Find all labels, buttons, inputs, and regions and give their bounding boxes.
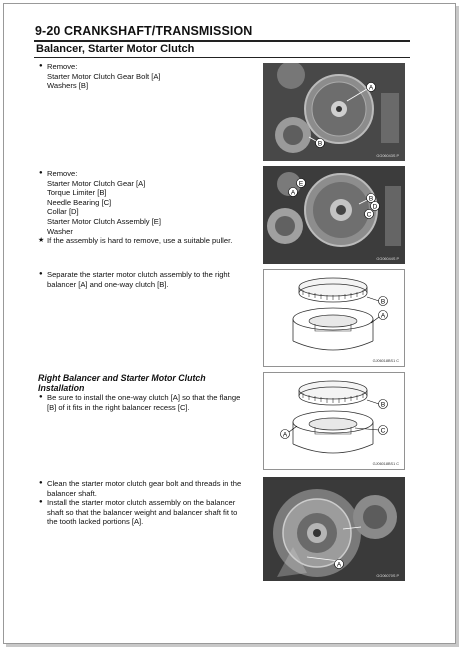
installation-b2-line: balancer shaft. xyxy=(47,488,97,498)
installation-heading: Right Balancer and Starter Motor Clutch xyxy=(38,373,206,383)
callout-label: E xyxy=(298,180,304,188)
step2-item: Needle Bearing [C] xyxy=(47,197,112,207)
callout-label: A xyxy=(336,561,342,569)
step2-item: Starter Motor Clutch Assembly [E] xyxy=(47,216,161,226)
installation-b1-line: [B] of it fits in the right balancer recess [C]. xyxy=(47,402,190,412)
header-rule xyxy=(34,40,410,42)
installation-b3-line: ● Install the starter motor clutch assembly on the balancer xyxy=(38,498,241,508)
callout-label: A xyxy=(368,84,374,92)
figure-1-photo xyxy=(263,63,405,161)
figure-code: GG06043S P xyxy=(376,154,399,158)
section-rule xyxy=(34,57,410,58)
step3-text xyxy=(38,270,230,289)
step2-item: Washer xyxy=(47,226,73,236)
installation-b3-line: shaft so that the balancer weight and balancer shaft fit to xyxy=(47,507,238,517)
step2-item: Torque Limiter [B] xyxy=(47,188,107,198)
figure-4-drawing xyxy=(263,372,405,470)
step2-item: Collar [D] xyxy=(47,207,79,217)
callout-label: C xyxy=(366,211,372,219)
section-title: Balancer, Starter Motor Clutch xyxy=(36,43,195,55)
step2-bullet: ● Remove: xyxy=(38,169,232,179)
installation-b1-line: ● Be sure to install the one-way clutch [A] so that the flange xyxy=(38,393,240,403)
step3-line: balancer [A] and one-way clutch [B]. xyxy=(47,279,169,289)
callout-label: B xyxy=(368,195,374,203)
callout-label: D xyxy=(372,203,378,211)
step1-bullet: ● Remove: xyxy=(38,62,161,72)
callout-label: C xyxy=(380,427,386,435)
installation-heading: Installation xyxy=(38,382,85,393)
callout-label: A xyxy=(290,189,296,197)
callout-label: B xyxy=(380,401,386,409)
callout-label: A xyxy=(380,312,386,320)
figure-5-photo xyxy=(263,477,405,581)
installation-text-2 xyxy=(38,479,241,527)
step1-item: Starter Motor Clutch Gear Bolt [A] xyxy=(47,71,161,81)
figure-2-photo xyxy=(263,166,405,264)
step1-text xyxy=(38,62,161,91)
installation-b3-line: the tooth lacked portions [A]. xyxy=(47,517,144,527)
page-header: 9-20 CRANKSHAFT/TRANSMISSION xyxy=(35,24,253,38)
installation-b2-line: ● Clean the starter motor clutch gear bolt and threads in the xyxy=(38,479,241,489)
callout-label: B xyxy=(317,140,323,148)
installation-text xyxy=(38,374,240,412)
figure-3-drawing xyxy=(263,269,405,367)
step2-text xyxy=(38,169,232,246)
callout-label: B xyxy=(380,298,386,306)
callout-label: A xyxy=(282,431,288,439)
figure-code: GG06044S P xyxy=(376,257,399,261)
step3-line: ● Separate the starter motor clutch assembly to the right xyxy=(38,270,230,280)
figure-code: GG06070S P xyxy=(376,574,399,578)
figure-code: GJ06018BS1 C xyxy=(372,359,399,363)
step2-item: Starter Motor Clutch Gear [A] xyxy=(47,178,146,188)
step2-note: ★ If the assembly is hard to remove, use a suitable puller. xyxy=(38,236,232,246)
figure-code: GJ06018BS1 C xyxy=(372,462,399,466)
step1-item: Washers [B] xyxy=(47,81,89,91)
